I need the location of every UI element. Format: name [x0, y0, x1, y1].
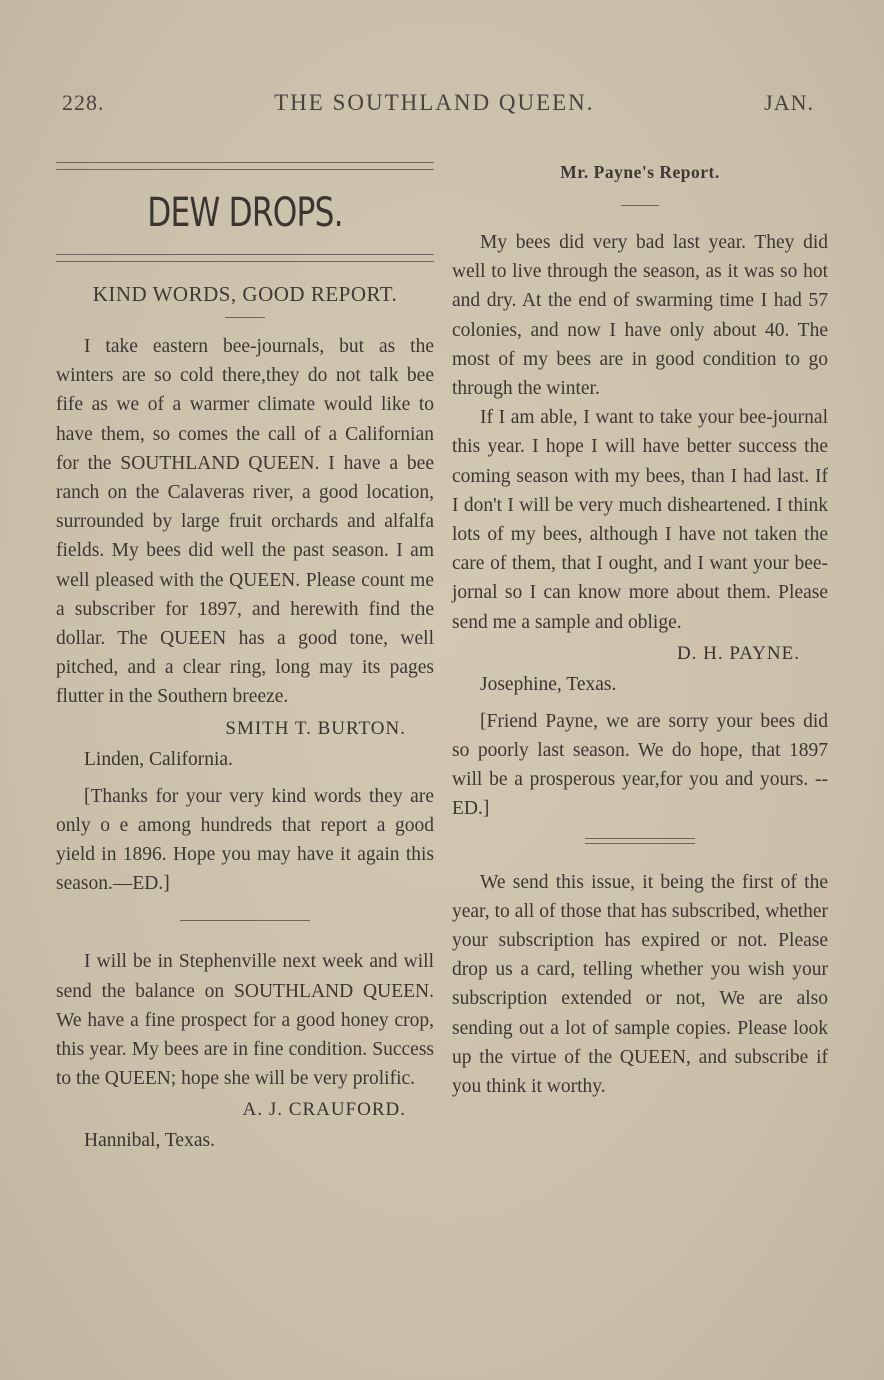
journal-title: THE SOUTHLAND QUEEN.: [274, 90, 595, 115]
editor-note: [Friend Payne, we are sorry your bees did so poorly last season. We do hope, that 1897 will be a prosperous year,for you and yours. --ED.]: [452, 710, 828, 820]
issue-month: JAN.: [764, 90, 814, 115]
article-body: I take eastern bee-journals, but as the winters are so cold there,they do not talk bee fife as we of a warmer climate would like to have them, so comes the call of a Californian for the SOUTHLAND QUEEN. I have a bee ranch on the Calaveras river, a good location, surrounded by large fruit orchards and alfalfa fields. My bees did well the past season. I am well pleased with the QUEEN. Please count me a subscriber for 1897, and herewith find the dollar. The QUEEN has a good tone, well pitched, and a clear ring, long may its pages flutter in the Southern breeze.: [56, 336, 434, 708]
divider: [225, 317, 265, 318]
notice-body: We send this issue, it being the first of the year, to all of those that has subscribed, whether your subscription has expired or not. Please drop us a card, telling whether you wish your subscription extended or not, We are also sending out a lot of sample copies. Please look up the virtue of the QUEEN, and subscribe if you think it worthy.: [452, 871, 828, 1098]
report-paragraph: If I am able, I want to take your bee-journal this year. I hope I will have better success the coming season with my bees, than I had last. If I don't I will be very much disheartened. I think lots of my bees, although I have not taken the care of them, that I ought, and I want your bee-jornal so I can know more about them. Please send me a sample and oblige.: [452, 407, 828, 633]
double-divider: [585, 838, 695, 844]
page-number: 228.: [62, 90, 105, 115]
signature: SMITH T. BURTON.: [225, 717, 406, 739]
double-rule: [56, 162, 434, 170]
double-rule: [56, 254, 434, 262]
running-head: [62, 90, 814, 116]
place-line: Linden, California.: [84, 748, 233, 770]
divider: [621, 205, 659, 206]
signature: D. H. PAYNE.: [676, 642, 800, 664]
editor-note: [Thanks for your very kind words they are only o e among hundreds that report a good yield in 1896. Hope you may have it again this season.—ED.]: [56, 785, 434, 895]
report-paragraph: My bees did very bad last year. They did well to live through the season, as it was so hot and dry. At the end of swarming time I had 57 colonies, and now I have only about 40. The most of my bees are in good condition to go through the winter.: [452, 232, 828, 400]
title-rule-bottom: [56, 254, 434, 262]
left-column: [56, 150, 434, 1163]
title-rule-top: [56, 162, 434, 170]
right-column: [452, 150, 828, 1101]
article-heading: KIND WORDS, GOOD REPORT.: [92, 282, 398, 306]
place-line: Hannibal, Texas.: [84, 1130, 215, 1152]
signature: A. J. CRAUFORD.: [242, 1099, 406, 1121]
section-title: DEW DROPS.: [147, 190, 343, 236]
place-line: Josephine, Texas.: [480, 673, 617, 695]
article-body: I will be in Stephenville next week and will send the balance on SOUTHLAND QUEEN. We have a fine prospect for a good honey crop, this year. My bees are in fine condition. Success to the QUEEN; hope she will be very prolific.: [56, 951, 434, 1090]
report-heading: Mr. Payne's Report.: [560, 162, 720, 182]
divider: [180, 920, 310, 921]
